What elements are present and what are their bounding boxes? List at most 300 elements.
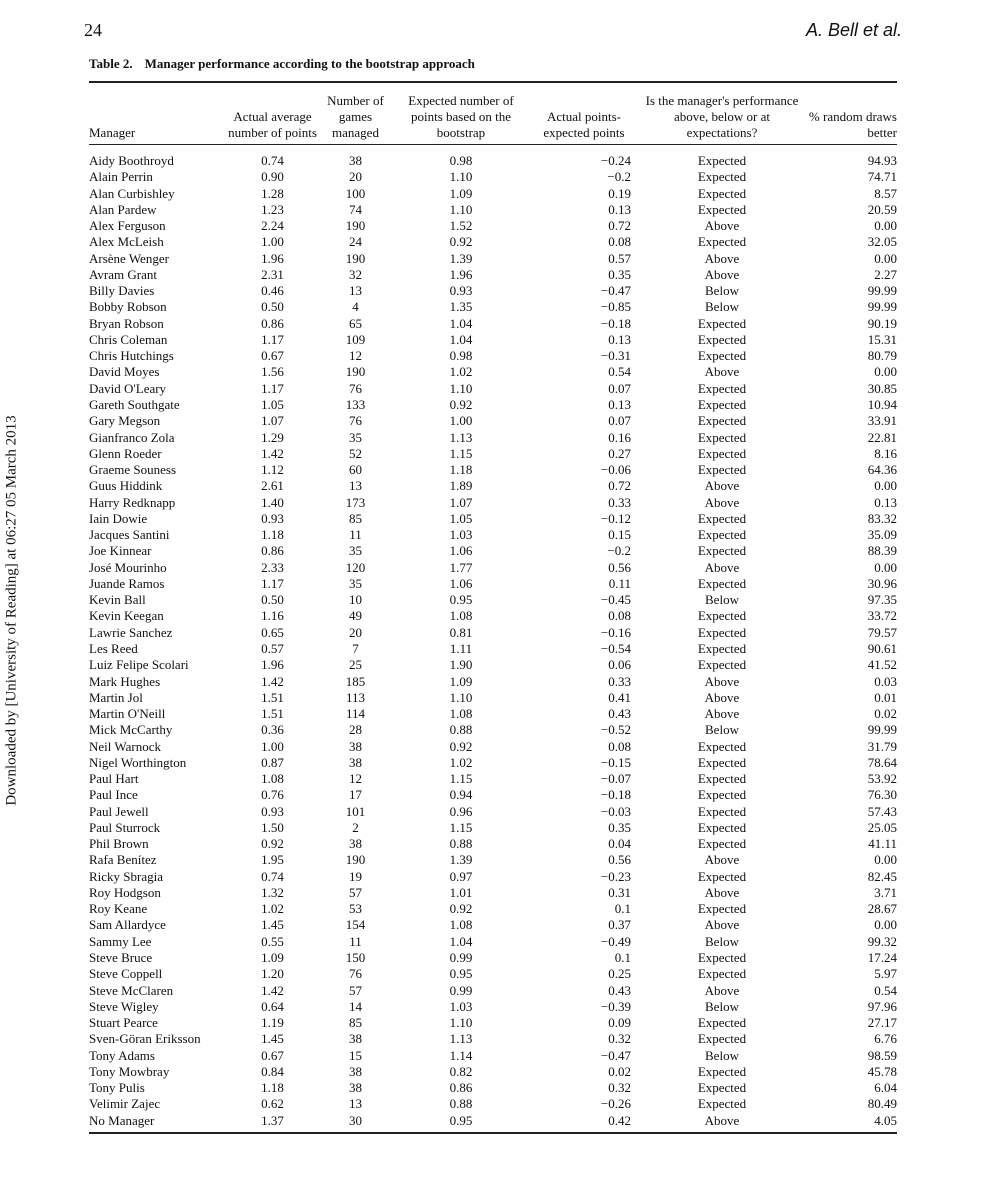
cell-games-managed: 38 bbox=[349, 754, 362, 770]
cell-actual-average-points: 1.42 bbox=[261, 982, 284, 998]
cell-actual-minus-expected: 0.43 bbox=[608, 982, 631, 998]
cell-performance-category: Expected bbox=[697, 348, 747, 364]
cell-manager: Paul Ince bbox=[89, 787, 138, 803]
cell-performance-category: Expected bbox=[697, 624, 747, 640]
table-row bbox=[89, 934, 897, 950]
cell-expected-points: 0.99 bbox=[449, 982, 473, 998]
cell-games-managed: 35 bbox=[349, 575, 362, 591]
cell-actual-average-points: 1.02 bbox=[261, 901, 284, 917]
cell-games-managed: 38 bbox=[349, 836, 362, 852]
cell-actual-minus-expected: 0.07 bbox=[608, 413, 631, 429]
cell-games-managed: 38 bbox=[349, 1080, 362, 1096]
cell-actual-average-points: 1.50 bbox=[261, 819, 284, 835]
table-row bbox=[89, 690, 897, 706]
cell-performance-category: Below bbox=[705, 933, 739, 949]
cell-games-managed: 38 bbox=[349, 153, 362, 168]
cell-games-managed: 185 bbox=[345, 673, 366, 689]
cell-expected-points: 1.03 bbox=[449, 998, 473, 1014]
cell-random-draws-better: 83.32 bbox=[867, 510, 897, 526]
cell-expected-points: 1.96 bbox=[449, 266, 473, 282]
cell-random-draws-better: 99.99 bbox=[867, 283, 897, 299]
cell-expected-points: 0.81 bbox=[449, 624, 473, 640]
table-row bbox=[89, 722, 897, 738]
cell-games-managed: 25 bbox=[349, 657, 362, 673]
cell-actual-average-points: 0.86 bbox=[261, 315, 284, 331]
cell-random-draws-better: 97.35 bbox=[867, 592, 897, 608]
table-row bbox=[89, 706, 897, 722]
cell-games-managed: 38 bbox=[349, 738, 362, 754]
cell-manager: Paul Jewell bbox=[89, 803, 149, 819]
cell-expected-points: 1.06 bbox=[449, 575, 473, 591]
cell-expected-points: 1.02 bbox=[449, 364, 473, 380]
cell-actual-average-points: 0.93 bbox=[261, 803, 284, 819]
cell-games-managed: 4 bbox=[352, 299, 359, 315]
cell-expected-points: 1.15 bbox=[449, 771, 473, 787]
cell-manager: Velimir Zajec bbox=[89, 1096, 161, 1112]
table-row bbox=[89, 657, 897, 673]
cell-actual-minus-expected: −0.12 bbox=[600, 510, 631, 526]
table-caption-label: Table 2. bbox=[89, 56, 133, 71]
cell-random-draws-better: 98.59 bbox=[867, 1047, 897, 1063]
cell-expected-points: 1.09 bbox=[449, 185, 473, 201]
cell-actual-minus-expected: 0.13 bbox=[608, 201, 631, 217]
cell-expected-points: 0.95 bbox=[449, 1112, 473, 1128]
cell-manager: Tony Pulis bbox=[89, 1080, 145, 1096]
cell-actual-average-points: 1.23 bbox=[261, 201, 284, 217]
cell-random-draws-better: 15.31 bbox=[867, 331, 897, 347]
table-row bbox=[89, 511, 897, 527]
cell-expected-points: 1.14 bbox=[449, 1047, 473, 1063]
cell-manager: Graeme Souness bbox=[89, 462, 177, 478]
cell-expected-points: 1.02 bbox=[449, 754, 473, 770]
cell-random-draws-better: 0.00 bbox=[874, 218, 897, 234]
table-header-row bbox=[89, 83, 897, 145]
cell-actual-average-points: 0.76 bbox=[261, 787, 284, 803]
cell-performance-category: Above bbox=[704, 266, 740, 282]
cell-expected-points: 1.39 bbox=[449, 852, 473, 868]
cell-performance-category: Above bbox=[704, 559, 740, 575]
cell-performance-category: Above bbox=[704, 1112, 740, 1128]
table-row bbox=[89, 267, 897, 283]
cell-games-managed: 76 bbox=[349, 380, 362, 396]
cell-random-draws-better: 0.54 bbox=[874, 982, 897, 998]
cell-games-managed: 10 bbox=[349, 592, 362, 608]
cell-expected-points: 0.96 bbox=[449, 803, 473, 819]
cell-performance-category: Above bbox=[704, 852, 740, 868]
table-row bbox=[89, 218, 897, 234]
cell-manager: Alain Perrin bbox=[89, 169, 153, 185]
cell-expected-points: 1.04 bbox=[449, 933, 473, 949]
cell-actual-average-points: 1.37 bbox=[261, 1112, 284, 1128]
table-row bbox=[89, 234, 897, 250]
cell-expected-points: 0.92 bbox=[449, 396, 473, 412]
cell-performance-category: Above bbox=[704, 218, 740, 234]
cell-actual-minus-expected: 0.08 bbox=[608, 608, 631, 624]
cell-random-draws-better: 99.99 bbox=[867, 299, 897, 315]
table-row bbox=[89, 983, 897, 999]
cell-random-draws-better: 8.57 bbox=[874, 185, 897, 201]
cell-random-draws-better: 78.64 bbox=[867, 754, 897, 770]
cell-manager: Alan Pardew bbox=[89, 201, 157, 217]
cell-random-draws-better: 90.61 bbox=[867, 640, 897, 656]
table-row bbox=[89, 169, 897, 185]
cell-manager: Kevin Keegan bbox=[89, 608, 164, 624]
cell-performance-category: Expected bbox=[697, 1063, 747, 1079]
cell-expected-points: 1.15 bbox=[449, 445, 473, 461]
cell-random-draws-better: 33.91 bbox=[867, 413, 897, 429]
cell-actual-average-points: 0.46 bbox=[261, 283, 284, 299]
cell-games-managed: 28 bbox=[349, 722, 362, 738]
cell-games-managed: 20 bbox=[349, 169, 362, 185]
cell-manager: David Moyes bbox=[89, 364, 160, 380]
cell-expected-points: 1.04 bbox=[449, 315, 473, 331]
cell-games-managed: 57 bbox=[349, 884, 362, 900]
cell-expected-points: 1.15 bbox=[449, 819, 473, 835]
cell-random-draws-better: 41.52 bbox=[867, 657, 897, 673]
table-row bbox=[89, 1113, 897, 1132]
cell-expected-points: 0.99 bbox=[449, 950, 473, 966]
cell-random-draws-better: 0.00 bbox=[874, 852, 897, 868]
cell-manager: Les Reed bbox=[89, 640, 138, 656]
cell-actual-average-points: 1.12 bbox=[261, 462, 284, 478]
cell-random-draws-better: 80.49 bbox=[867, 1096, 897, 1112]
table-row bbox=[89, 885, 897, 901]
table-row bbox=[89, 625, 897, 641]
cell-actual-average-points: 0.84 bbox=[261, 1063, 284, 1079]
table-row bbox=[89, 852, 897, 868]
cell-actual-average-points: 0.67 bbox=[261, 1047, 284, 1063]
cell-actual-minus-expected: −0.54 bbox=[600, 640, 631, 656]
cell-performance-category: Expected bbox=[697, 462, 747, 478]
cell-actual-minus-expected: −0.26 bbox=[600, 1096, 631, 1112]
cell-expected-points: 1.10 bbox=[449, 169, 473, 185]
cell-manager: Steve Wigley bbox=[89, 998, 159, 1014]
table-row bbox=[89, 1048, 897, 1064]
cell-actual-average-points: 0.93 bbox=[261, 510, 284, 526]
cell-manager: José Mourinho bbox=[89, 559, 167, 575]
cell-actual-average-points: 0.90 bbox=[261, 169, 284, 185]
cell-games-managed: 113 bbox=[345, 689, 366, 705]
cell-performance-category: Expected bbox=[697, 396, 747, 412]
cell-random-draws-better: 6.76 bbox=[874, 1031, 897, 1047]
download-watermark: Downloaded by [University of Reading] at 06:27 05 March 2013 bbox=[3, 415, 20, 806]
cell-actual-average-points: 0.74 bbox=[261, 868, 284, 884]
cell-random-draws-better: 22.81 bbox=[867, 429, 897, 445]
cell-games-managed: 2 bbox=[352, 819, 359, 835]
cell-random-draws-better: 20.59 bbox=[867, 201, 897, 217]
cell-games-managed: 35 bbox=[349, 429, 362, 445]
table-row bbox=[89, 576, 897, 592]
cell-games-managed: 100 bbox=[345, 185, 366, 201]
cell-actual-minus-expected: −0.18 bbox=[600, 787, 631, 803]
table-row bbox=[89, 966, 897, 982]
cell-manager: Gareth Southgate bbox=[89, 396, 180, 412]
cell-expected-points: 0.92 bbox=[449, 738, 473, 754]
table-row bbox=[89, 495, 897, 511]
cell-performance-category: Expected bbox=[697, 331, 747, 347]
cell-performance-category: Below bbox=[705, 299, 739, 315]
cell-games-managed: 30 bbox=[349, 1112, 362, 1128]
cell-actual-average-points: 2.24 bbox=[261, 218, 284, 234]
cell-random-draws-better: 0.00 bbox=[874, 250, 897, 266]
cell-actual-average-points: 1.45 bbox=[261, 1031, 284, 1047]
cell-manager: Billy Davies bbox=[89, 283, 155, 299]
cell-actual-minus-expected: 0.25 bbox=[608, 966, 631, 982]
cell-actual-minus-expected: 0.31 bbox=[608, 884, 631, 900]
cell-manager: Sven-Göran Eriksson bbox=[89, 1031, 201, 1047]
cell-actual-minus-expected: 0.02 bbox=[608, 1063, 631, 1079]
cell-expected-points: 1.08 bbox=[449, 608, 473, 624]
cell-manager: Paul Hart bbox=[89, 771, 139, 787]
cell-actual-average-points: 0.36 bbox=[261, 722, 284, 738]
cell-performance-category: Expected bbox=[697, 380, 747, 396]
cell-manager: Harry Redknapp bbox=[89, 494, 176, 510]
cell-performance-category: Expected bbox=[697, 901, 747, 917]
cell-manager: Mick McCarthy bbox=[89, 722, 173, 738]
cell-actual-average-points: 0.86 bbox=[261, 543, 284, 559]
cell-expected-points: 0.97 bbox=[449, 868, 473, 884]
cell-random-draws-better: 6.04 bbox=[874, 1080, 897, 1096]
cell-performance-category: Above bbox=[704, 884, 740, 900]
cell-expected-points: 1.10 bbox=[449, 201, 473, 217]
table-row bbox=[89, 527, 897, 543]
cell-random-draws-better: 33.72 bbox=[867, 608, 897, 624]
cell-manager: Avram Grant bbox=[89, 266, 157, 282]
page-number: 24 bbox=[84, 20, 102, 40]
cell-games-managed: 190 bbox=[345, 364, 366, 380]
cell-expected-points: 0.94 bbox=[449, 787, 473, 803]
cell-manager: Guus Hiddink bbox=[89, 478, 163, 494]
cell-actual-minus-expected: −0.23 bbox=[600, 868, 631, 884]
table-row bbox=[89, 446, 897, 462]
cell-performance-category: Expected bbox=[697, 608, 747, 624]
cell-manager: Alex Ferguson bbox=[89, 218, 166, 234]
cell-actual-minus-expected: −0.15 bbox=[600, 754, 631, 770]
cell-manager: Lawrie Sanchez bbox=[89, 624, 173, 640]
cell-random-draws-better: 35.09 bbox=[867, 527, 897, 543]
table-row bbox=[89, 869, 897, 885]
cell-games-managed: 13 bbox=[349, 1096, 362, 1112]
table-row bbox=[89, 755, 897, 771]
cell-actual-minus-expected: −0.24 bbox=[600, 153, 631, 168]
cell-games-managed: 74 bbox=[349, 201, 362, 217]
table-row bbox=[89, 462, 897, 478]
cell-games-managed: 60 bbox=[349, 462, 362, 478]
cell-manager: Steve Bruce bbox=[89, 950, 153, 966]
cell-games-managed: 85 bbox=[349, 1015, 362, 1031]
cell-manager: Aidy Boothroyd bbox=[89, 153, 174, 168]
cell-actual-average-points: 1.96 bbox=[261, 250, 284, 266]
cell-random-draws-better: 0.00 bbox=[874, 478, 897, 494]
table-row bbox=[89, 771, 897, 787]
cell-games-managed: 49 bbox=[349, 608, 362, 624]
cell-performance-category: Expected bbox=[697, 315, 747, 331]
cell-actual-average-points: 1.42 bbox=[261, 673, 284, 689]
cell-manager: Glenn Roeder bbox=[89, 445, 162, 461]
cell-actual-minus-expected: −0.85 bbox=[600, 299, 631, 315]
cell-expected-points: 1.08 bbox=[449, 917, 473, 933]
cell-actual-average-points: 1.28 bbox=[261, 185, 284, 201]
table-row bbox=[89, 950, 897, 966]
cell-games-managed: 173 bbox=[345, 494, 366, 510]
cell-actual-minus-expected: −0.39 bbox=[600, 998, 631, 1014]
table-row bbox=[89, 1080, 897, 1096]
cell-actual-minus-expected: 0.07 bbox=[608, 380, 631, 396]
table-row bbox=[89, 560, 897, 576]
cell-expected-points: 1.05 bbox=[449, 510, 473, 526]
table-row bbox=[89, 348, 897, 364]
cell-performance-category: Below bbox=[705, 722, 739, 738]
cell-actual-average-points: 2.31 bbox=[261, 266, 284, 282]
cell-actual-minus-expected: 0.33 bbox=[608, 673, 631, 689]
cell-manager: Roy Hodgson bbox=[89, 884, 161, 900]
cell-actual-average-points: 0.87 bbox=[261, 754, 284, 770]
cell-actual-average-points: 1.00 bbox=[261, 738, 284, 754]
cell-actual-minus-expected: 0.19 bbox=[608, 185, 631, 201]
table-row bbox=[89, 739, 897, 755]
cell-manager: Rafa Benítez bbox=[89, 852, 157, 868]
table-row bbox=[89, 202, 897, 218]
cell-random-draws-better: 82.45 bbox=[867, 868, 897, 884]
cell-actual-average-points: 1.51 bbox=[261, 689, 284, 705]
cell-expected-points: 1.03 bbox=[449, 527, 473, 543]
bottom-rule bbox=[89, 1132, 897, 1134]
cell-actual-minus-expected: 0.04 bbox=[608, 836, 631, 852]
cell-performance-category: Expected bbox=[697, 1080, 747, 1096]
cell-random-draws-better: 88.39 bbox=[867, 543, 897, 559]
cell-random-draws-better: 57.43 bbox=[867, 803, 897, 819]
table-row bbox=[89, 804, 897, 820]
cell-expected-points: 0.88 bbox=[449, 1096, 473, 1112]
cell-random-draws-better: 31.79 bbox=[867, 738, 897, 754]
cell-actual-minus-expected: 0.41 bbox=[608, 689, 631, 705]
cell-actual-average-points: 0.62 bbox=[261, 1096, 284, 1112]
cell-manager: Phil Brown bbox=[89, 836, 149, 852]
cell-games-managed: 53 bbox=[349, 901, 362, 917]
cell-expected-points: 0.82 bbox=[449, 1063, 473, 1079]
cell-actual-average-points: 0.65 bbox=[261, 624, 284, 640]
cell-performance-category: Expected bbox=[697, 819, 747, 835]
cell-performance-category: Expected bbox=[697, 754, 747, 770]
cell-actual-minus-expected: 0.72 bbox=[608, 478, 631, 494]
cell-random-draws-better: 5.97 bbox=[874, 966, 897, 982]
cell-actual-minus-expected: 0.08 bbox=[608, 738, 631, 754]
cell-performance-category: Above bbox=[704, 494, 740, 510]
table-row bbox=[89, 478, 897, 494]
cell-actual-average-points: 1.96 bbox=[261, 657, 284, 673]
header-actual-average-points: Actual average number of points bbox=[227, 83, 318, 145]
table-row bbox=[89, 413, 897, 429]
cell-actual-minus-expected: 0.09 bbox=[608, 1015, 631, 1031]
cell-random-draws-better: 0.13 bbox=[874, 494, 897, 510]
cell-games-managed: 57 bbox=[349, 982, 362, 998]
cell-performance-category: Expected bbox=[697, 868, 747, 884]
cell-games-managed: 133 bbox=[345, 396, 366, 412]
cell-actual-minus-expected: −0.31 bbox=[600, 348, 631, 364]
cell-actual-minus-expected: 0.72 bbox=[608, 218, 631, 234]
table-row bbox=[89, 674, 897, 690]
cell-expected-points: 0.88 bbox=[449, 836, 473, 852]
cell-actual-average-points: 1.07 bbox=[261, 413, 284, 429]
cell-performance-category: Expected bbox=[697, 169, 747, 185]
cell-games-managed: 17 bbox=[349, 787, 362, 803]
cell-performance-category: Expected bbox=[697, 836, 747, 852]
cell-actual-minus-expected: 0.13 bbox=[608, 331, 631, 347]
cell-performance-category: Expected bbox=[697, 445, 747, 461]
cell-actual-minus-expected: 0.06 bbox=[608, 657, 631, 673]
table-row bbox=[89, 316, 897, 332]
cell-expected-points: 1.52 bbox=[449, 218, 473, 234]
cell-actual-minus-expected: −0.03 bbox=[600, 803, 631, 819]
cell-manager: Chris Coleman bbox=[89, 331, 168, 347]
cell-manager: Sam Allardyce bbox=[89, 917, 166, 933]
cell-random-draws-better: 64.36 bbox=[867, 462, 897, 478]
cell-expected-points: 0.98 bbox=[449, 153, 473, 168]
cell-manager: Gianfranco Zola bbox=[89, 429, 175, 445]
cell-random-draws-better: 0.00 bbox=[874, 917, 897, 933]
cell-random-draws-better: 2.27 bbox=[874, 266, 897, 282]
table-row bbox=[89, 299, 897, 315]
cell-actual-minus-expected: 0.15 bbox=[608, 527, 631, 543]
cell-expected-points: 1.00 bbox=[449, 413, 473, 429]
table-row bbox=[89, 283, 897, 299]
cell-actual-minus-expected: 0.32 bbox=[608, 1080, 631, 1096]
cell-performance-category: Above bbox=[704, 478, 740, 494]
cell-performance-category: Expected bbox=[697, 1015, 747, 1031]
table-row bbox=[89, 145, 897, 170]
cell-manager: Bobby Robson bbox=[89, 299, 167, 315]
cell-performance-category: Above bbox=[704, 364, 740, 380]
cell-actual-average-points: 1.09 bbox=[261, 950, 284, 966]
table-row bbox=[89, 1031, 897, 1047]
cell-games-managed: 14 bbox=[349, 998, 362, 1014]
cell-expected-points: 0.92 bbox=[449, 234, 473, 250]
cell-performance-category: Expected bbox=[697, 153, 747, 168]
cell-actual-minus-expected: 0.56 bbox=[608, 559, 631, 575]
cell-manager: Luiz Felipe Scolari bbox=[89, 657, 189, 673]
cell-random-draws-better: 0.00 bbox=[874, 364, 897, 380]
table-row bbox=[89, 430, 897, 446]
cell-expected-points: 0.98 bbox=[449, 348, 473, 364]
cell-actual-average-points: 1.20 bbox=[261, 966, 284, 982]
cell-games-managed: 150 bbox=[345, 950, 366, 966]
cell-performance-category: Expected bbox=[697, 510, 747, 526]
cell-random-draws-better: 41.11 bbox=[868, 836, 897, 852]
cell-random-draws-better: 90.19 bbox=[867, 315, 897, 331]
cell-performance-category: Above bbox=[704, 250, 740, 266]
cell-games-managed: 154 bbox=[345, 917, 366, 933]
cell-expected-points: 0.95 bbox=[449, 966, 473, 982]
cell-games-managed: 11 bbox=[349, 933, 362, 949]
cell-actual-average-points: 0.67 bbox=[261, 348, 284, 364]
cell-actual-minus-expected: −0.07 bbox=[600, 771, 631, 787]
header-games-managed: Number of games managed bbox=[318, 83, 393, 145]
cell-performance-category: Expected bbox=[697, 771, 747, 787]
table-body bbox=[89, 145, 897, 1132]
cell-random-draws-better: 0.03 bbox=[874, 673, 897, 689]
table-row bbox=[89, 999, 897, 1015]
cell-expected-points: 1.18 bbox=[449, 462, 473, 478]
cell-expected-points: 1.01 bbox=[449, 884, 473, 900]
cell-actual-minus-expected: −0.47 bbox=[600, 283, 631, 299]
cell-actual-minus-expected: 0.35 bbox=[608, 266, 631, 282]
cell-actual-minus-expected: −0.52 bbox=[600, 722, 631, 738]
cell-manager: David O'Leary bbox=[89, 380, 167, 396]
cell-games-managed: 101 bbox=[345, 803, 366, 819]
cell-random-draws-better: 99.32 bbox=[867, 933, 897, 949]
cell-actual-minus-expected: 0.11 bbox=[608, 575, 631, 591]
table-row bbox=[89, 1015, 897, 1031]
